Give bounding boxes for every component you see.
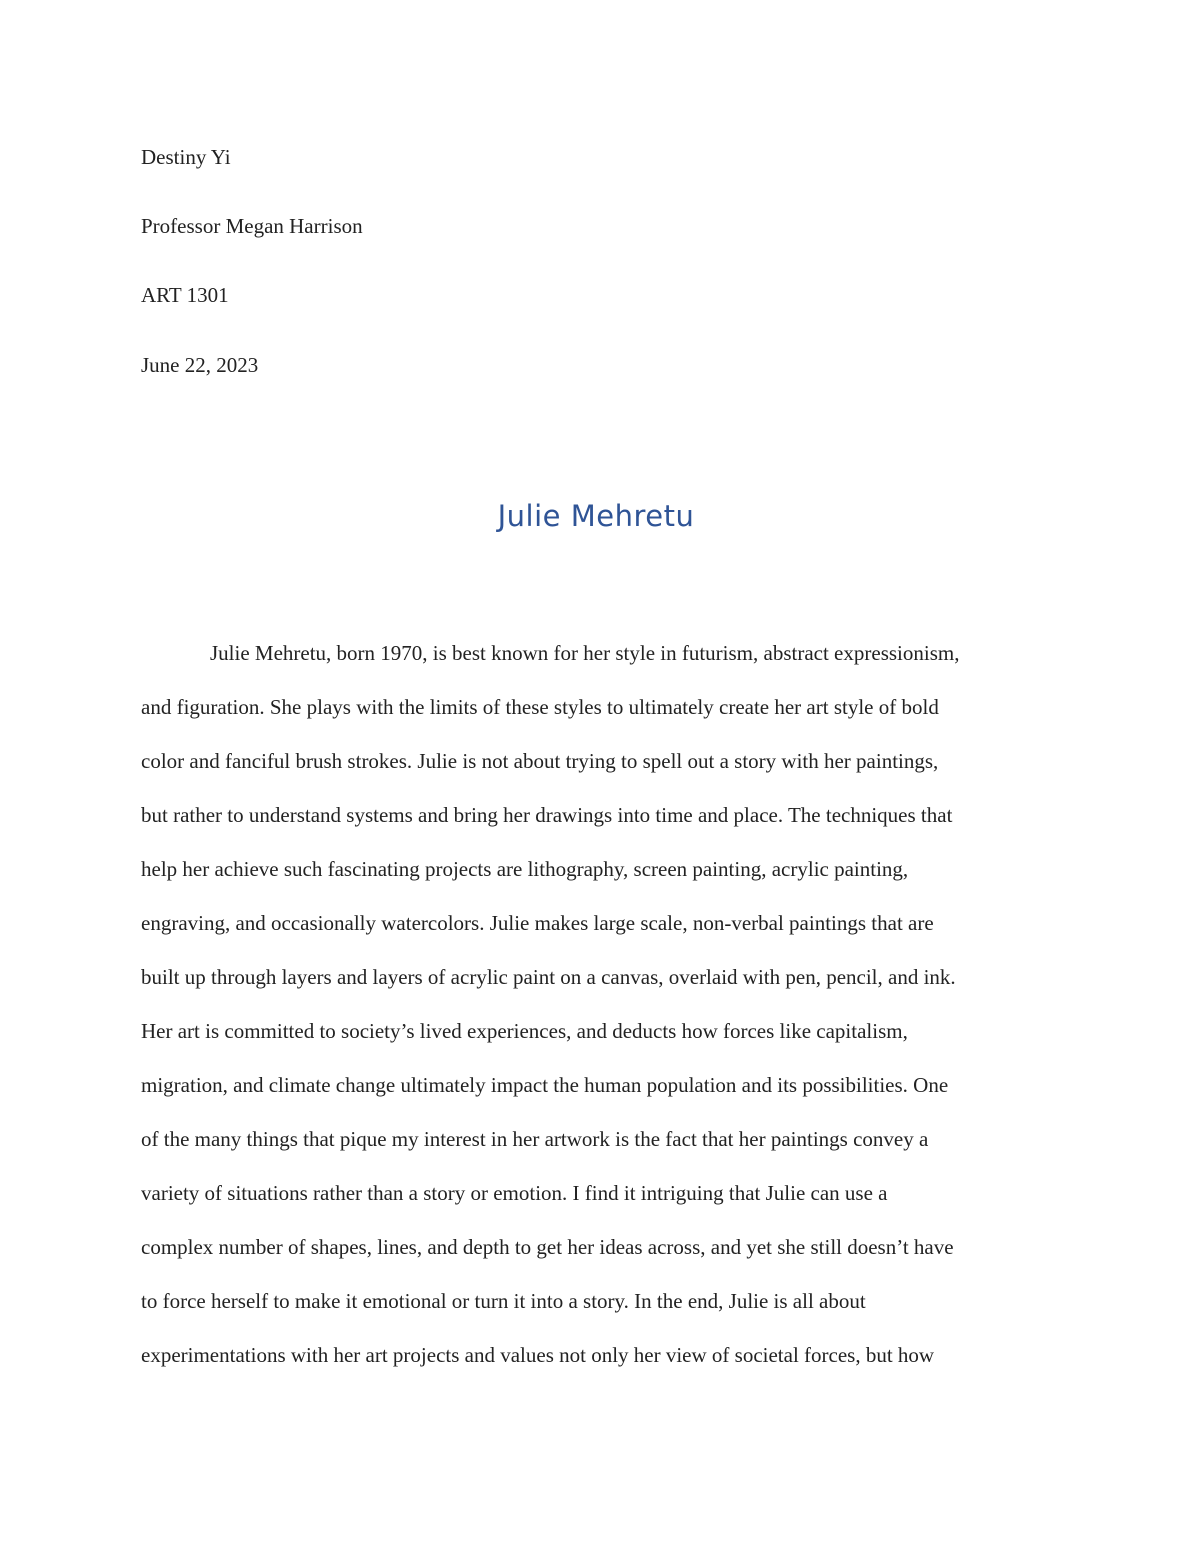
- body-line: complex number of shapes, lines, and depth to get her ideas across, and yet she still doesn’t have: [141, 1235, 954, 1259]
- course-code: ART 1301: [141, 283, 229, 307]
- body-line: built up through layers and layers of acrylic paint on a canvas, overlaid with pen, pencil, and ink.: [141, 965, 956, 989]
- body-line: Her art is committed to society’s lived experiences, and deducts how forces like capitalism,: [141, 1019, 908, 1043]
- body-line: engraving, and occasionally watercolors. Julie makes large scale, non-verbal paintings that are: [141, 911, 934, 935]
- body-line: to force herself to make it emotional or turn it into a story. In the end, Julie is all about: [141, 1289, 866, 1313]
- student-name: Destiny Yi: [141, 145, 231, 169]
- body-line: Julie Mehretu, born 1970, is best known for her style in futurism, abstract expressionism,: [210, 641, 960, 665]
- body-line: color and fanciful brush strokes. Julie is not about trying to spell out a story with her paintings,: [141, 749, 939, 773]
- submission-date: June 22, 2023: [141, 353, 259, 377]
- body-line: and figuration. She plays with the limits of these styles to ultimately create her art style of bold: [141, 695, 939, 719]
- body-line: variety of situations rather than a story or emotion. I find it intriguing that Julie can use a: [141, 1181, 888, 1205]
- body-line: experimentations with her art projects and values not only her view of societal forces, but how: [141, 1343, 935, 1367]
- professor-name: Professor Megan Harrison: [141, 214, 363, 238]
- body-line: of the many things that pique my interest in her artwork is the fact that her paintings convey a: [141, 1127, 929, 1151]
- body-line: help her achieve such fascinating projects are lithography, screen painting, acrylic painting,: [141, 857, 909, 881]
- essay-title: Julie Mehretu: [497, 499, 695, 533]
- essay-body: [141, 641, 1061, 1397]
- body-line: migration, and climate change ultimately impact the human population and its possibilities. One: [141, 1073, 949, 1097]
- body-line: but rather to understand systems and bring her drawings into time and place. The techniques that: [141, 803, 953, 827]
